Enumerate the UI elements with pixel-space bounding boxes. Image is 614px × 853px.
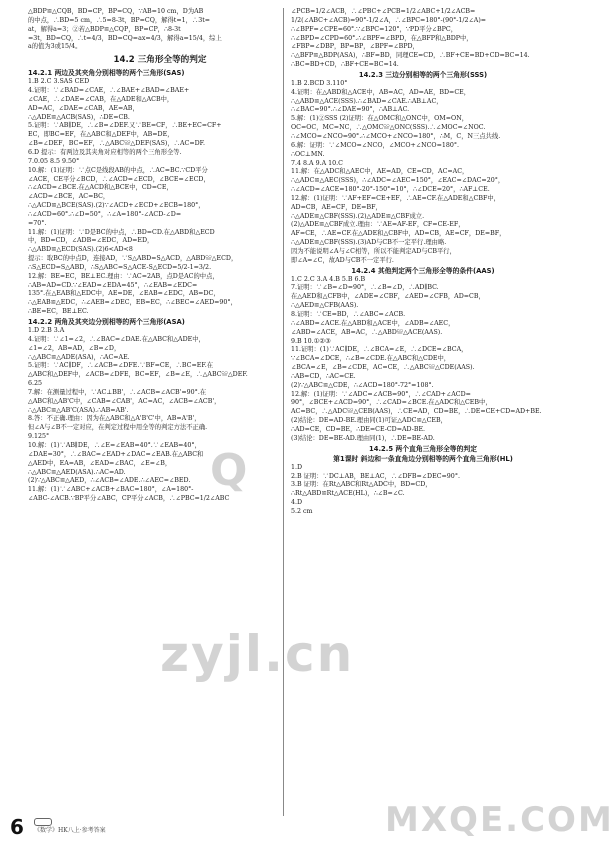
answer-line: at，解得a=3；②若△BDP≌△CQP，BP=CP，∴8-3t (28, 25, 181, 33)
answer-line: 12.解：(1)证明：∵∠ADC=∠ACB=90°，∴∠CAD+∠ACD= (291, 390, 471, 398)
page-number: 6 (10, 815, 24, 839)
answer-line: 1.B 2.C 3.SAS CED (28, 78, 90, 86)
answer-line: ∠B=∠DEF，BC=EF，∴△ABC≌△DEF(SAS)，∴AC=DF. (28, 140, 206, 148)
subsection-heading: 14.2.3 三边分别相等的两个三角形(SSS) (358, 70, 488, 79)
answer-line: 4.证明：∵∠BAD=∠CAE，∴∠BAE+∠BAD=∠BAE+ (28, 87, 190, 95)
answer-line: ∠DAE=30°，∴∠BAC=∠EAD+∠DAC=∠EAB.在△ABC和 (28, 450, 204, 458)
answer-line: ∴△EAB≌△EDC，∴∠AEB=∠DEC，EB=EC，∴∠BEC=∠AED=90°， (28, 299, 237, 307)
answer-line: OC=OC，MC=NC，∴△OMC≌△ONC(SSS).∴∠MOC=∠NOC. (291, 124, 486, 132)
answer-line: △ABC和△AB'C中，∠CAB=∠CAB'，AC=AC，∠ACB=∠ACB'， (28, 397, 221, 405)
section-heading: 14.2 三角形全等的判定 (113, 55, 207, 66)
answer-line: 135°.在△EAB和△EDC中，AE=DE，∠EAB=∠EDC，AB=DC， (28, 290, 220, 298)
answer-line: ∠CAE，∴∠DAE=∠CAB，在△ADE和△ACB中， (28, 95, 174, 103)
answer-line: ∴Rt△ABD≌Rt△ACE(HL)，∴∠B=∠C. (291, 490, 405, 498)
right-column (291, 8, 555, 517)
answer-line: ∴∠BPF=∠CPE=60°.∵∠BPC=120°，∵PD平分∠BPC， (291, 25, 458, 33)
answer-line: 4.D (291, 499, 303, 507)
answer-line: ∴△ABD≌△ECD(SAS).(2)6<AD<8 (28, 246, 133, 254)
answer-line: △ABC和△DEF中，∠ACB=∠DFE，BC=EF，∠B=∠E，∴△ABC≌△DEF. (28, 371, 248, 379)
answer-line: (2)∵△ABC≌△AED，∴∠ACB=∠ADE.∴∠AEC=∠BED. (28, 477, 191, 485)
answer-line: a的值为3或15/4。 (28, 43, 82, 51)
answer-line: ∠ACD=∠BCE，AC=BC， (28, 193, 110, 201)
answer-line: 4.证明：在△ABD和△ACE中，AB=AC，AD=AE，BD=CE， (291, 88, 471, 96)
answer-line: 3.B 证明：在Rt△ABC和Rt△ADC中，BD=CD， (291, 481, 432, 489)
answer-line: 10.解：(1)∵AB∥DE，∴∠E=∠EAB=40°.∵∠EAB=40°， (28, 441, 201, 449)
answer-line: 12.解：(1)证明：∵AF+EF=CE+EF，∴AE=CF.在△ADE和△CBF中， (291, 194, 500, 202)
answer-line: ∴△AED≌△CFB(AAS). (291, 302, 359, 310)
answer-line: 12.解：BE=EC，BE⊥EC.理由：∵AC=2AB，点D是AC的中点， (28, 272, 219, 280)
watermark-lower: zyjl.cn (160, 625, 355, 683)
answer-line: 1/2(∠ABC+∠ACB)=90°-1/2∠A，∴∠BPC=180°-(90°-1/2∠A)= (291, 16, 487, 24)
answer-line: =70°. (28, 219, 47, 227)
answer-line: 5.2 cm (291, 507, 313, 515)
answer-line: 5.证明：∵AC∥DF，∴∠ACB=∠DFE.∵BF=CE，∴BC=EF.在 (28, 362, 214, 370)
answer-line: (2)∵△ABC≌△CDE，∴∠ACD=180°-72°=108°. (291, 381, 434, 389)
answer-line: ∴△ADE≌△ACB(SAS)，∴DE=CB. (28, 113, 130, 121)
answer-line: ∴OC⊥MN. (291, 150, 325, 158)
subsection-heading: 14.2.4 其他判定两个三角形全等的条件(AAS) (351, 266, 495, 275)
answer-line: 7.解：在测量过程中，∵AC⊥BB'，∴∠ACB=∠ACB'=90°.在 (28, 388, 207, 396)
left-column (28, 8, 292, 504)
answer-line: 6.解：证明：∵∠MCO=∠NCO，∠MCO+∠NCO=180°. (291, 141, 460, 149)
answer-line: 因为不能说明∠A与∠C相等，所以不能判定AD与CB平行， (291, 247, 456, 255)
answer-line: 1.B 2.BCD 3.110° (291, 79, 348, 87)
answer-line: 11.解：(1)证明：∵D是BC的中点，∴BD=CD.在△ABD和△ECD (28, 228, 215, 236)
answer-line: 但∠A与∠B不一定对应，在判定过程中用全等的判定方法不正确. (28, 424, 208, 432)
answer-line: ∴S△ECD=S△ABD，∴S△ABC=S△ACE-S△ECD=5/2-1=3/2. (28, 263, 212, 271)
answer-line: 8.证明：∵CE=BD，∴∠ABC=∠ACB. (291, 311, 406, 318)
answer-line: 6.25 (28, 380, 43, 388)
answer-line: ∴∠ACD=∠BCE.在△ACD和△BCE中，CD=CE， (28, 184, 173, 192)
answer-line: ∴BC=BD+CD，∴BF+CE=BC=14. (291, 61, 399, 69)
answer-line: 提示：取BC的中点D，连接AD，∵S△ABD=S△ACD，△ABD≌△ECD， (28, 255, 238, 263)
answer-line: 1.D (291, 463, 303, 471)
answer-line: ∴∠BPD=∠CPD=60°.∴∠BPF=∠BPD，在△BFP和△BDP中， (291, 34, 473, 42)
answer-line: 7.0.05 8.5 9.50° (28, 157, 80, 165)
answer-line: 即∠A=∠C，故AD与CB不一定平行. (291, 256, 394, 264)
answer-line: 7.4 8.A 9.A 10.C (291, 159, 343, 167)
answer-line: ∠FBP=∠DBP，BP=BP，∠BPF=∠BPD， (291, 43, 419, 51)
answer-line: ∠BCA=∠E，∠B=∠CDE，AC=CE，∴△ABC≌△CDE(AAS). (291, 364, 475, 372)
answer-line: AC=BC，∴△ADC≌△CEB(AAS)，∴CE=AD，CD=BE，∴DE=CE+CD=AD+BE. (291, 408, 542, 416)
answer-line: ∴∠ACD=∠ACE=180°-20°-150°=10°，∴∠DCE=20°，∴AF⊥CE. (291, 186, 490, 194)
answer-line: 在△AED和△CFB中，∠ADE=∠CBF，∠AED=∠CFB，AD=CB， (291, 293, 485, 301)
answer-line: ∴△ABC≌△ADE(ASA)，∴AC=AE. (28, 353, 130, 361)
book-label: 《数学》HK八上·参考答案 (34, 827, 106, 834)
answer-line: 2.B 证明：∵DC⊥AB，BE⊥AC，∴∠DFB=∠DEC=90°. (291, 472, 460, 480)
answer-line: ∴△ABD≌△ACE(SSS).∴∠BAD=∠CAE.∴AB⊥AC， (291, 97, 443, 105)
answer-line: ∴∠BAC=90°.∴∠DAE=90°，∴AB⊥AC. (291, 106, 410, 114)
answer-line: 8.答：不正确.理由：因为在△ABC和△A'B'C'中，AB=A'B'， (28, 415, 201, 423)
subsection-heading: 14.2.2 两角及其夹边分别相等的两个三角形(ASA) (28, 318, 185, 326)
answer-line: 5.解：(1)②SSS (2)证明：在△OMC和△ONC中，OM=ON， (291, 115, 468, 123)
watermark-mid: Q (210, 445, 250, 496)
answer-line: 10.解：(1)证明：∵点C是线段AB的中点，∴AC=BC.∵CD平分 (28, 166, 208, 174)
answer-line: ∴AB=CD，∴AC=CE. (291, 372, 356, 380)
answer-line: ∴△ABC≌△AB'C(ASA).∴AB=AB'. (28, 406, 129, 414)
answer-line: 中，BD=CD，∠ADB=∠EDC，AD=ED， (28, 237, 154, 245)
subsection-heading: 第1课时 斜边和一条直角边分别相等的两个直角三角形(HL) (333, 454, 513, 463)
answer-line: ∠ABD=∠ACE，AB=AC，∴△ABD≌△ACE(AAS). (291, 328, 443, 336)
answer-line: ∴△ABC≌△AED(ASA).∴AC=AD. (28, 468, 126, 476)
answer-line: ∴∠ABD=∠ACE.在△ABD和△ACE中，∠ADB=∠AEC， (291, 319, 455, 327)
answer-line: ∴△ADE≌△CBF(SSS).(2)△ADE≌△CBF成立. (291, 212, 425, 220)
answer-line: 90°，∠BCE+∠ACD=90°，∴∠CAD=∠BCE.在△ADC和△CEB中， (291, 399, 492, 407)
answer-line: =3t，BD=CQ，∴t=4/3，BD=CQ=ax=4/3，解得a=15/4，综上 (28, 34, 222, 42)
answer-line: ∴△BFP≌△BDP(ASA)，∴BF=BD，同理CE=CD，∴BF+CE=BD+CD=BC=14. (291, 52, 530, 60)
answer-line: 1.C 2.C 3.A 4.B 5.B 6.B (291, 275, 366, 283)
watermark-corner: MXQE.COM (385, 800, 614, 840)
answer-line: ∴AD=CE，CD=BE，∴DE=CE-CD=AD-BE. (291, 425, 426, 433)
answer-line: AD=AC，∠DAE=∠CAB，AE=AB， (28, 104, 139, 112)
answer-line: 11.解：在△ADC和△AEC中，AE=AD，CE=CD，AC=AC， (291, 168, 469, 176)
answer-line: 9.B 10.①②③ (291, 337, 331, 345)
answer-line: ∴AB=AD=CD.∵∠EAD=∠EDA=45°，∴∠EAB=∠EDC= (28, 281, 198, 289)
answer-line: (2)△ADE≌△CBF成立.理由：∵AE=AF-EF，CF=CE-EF， (291, 221, 465, 229)
answer-line: ∠1=∠2，AB=AD，∠B=∠D， (28, 344, 121, 352)
answer-line: 的中点，∴BD=5 cm，∴5=8-3t，BP=CQ，解得t=1，∴3t= (28, 16, 211, 24)
answer-line: ∴∠MCO=∠NCO=90°.∴∠MCO+∠NCO=180°，∴M，C，N三点共线. (291, 132, 501, 140)
column-divider (283, 8, 284, 816)
answer-line: 4.证明：∵∠1=∠2，∴∠BAC=∠DAE.在△ABC和△ADE中， (28, 335, 205, 343)
answer-line: 1.D 2.B 3.A (28, 327, 65, 334)
answer-line: ∴∠ACD=60°.∴∠D=50°，∴∠A=180°-∠ACD-∠D= (28, 210, 182, 218)
answer-line: (2)结论：DE=AD-BE.理由同(1)可证△ADC≌△CEB， (291, 417, 447, 425)
answer-line: EC，即BC=EF，在△ABC和△DEF中，AB=DE， (28, 131, 174, 139)
answer-line: ∴△ADE≌△CBF(SSS).(3)AD与CB不一定平行.理由略. (291, 239, 447, 247)
answer-line: 11.证明：(1)∵AC∥DE，∴∠BCA=∠E，∴∠DCE=∠BCA， (291, 346, 468, 354)
answer-line: ∠ABC-∠ACB.∵BP平分∠ABC，CP平分∠ACB，∴∠PBC=1/2∠ABC (28, 495, 230, 503)
answer-line: ∴△ADC≌△AEC(SSS)，∴∠ADC=∠AEC=150°，∠EAC=∠DAC=20°， (291, 177, 505, 185)
answer-line: ∴BE=EC，BE⊥EC. (28, 308, 89, 316)
answer-line: ∠PCB=1/2∠ACB，∴∠PBC+∠PCB=1/2∠ABC+1/2∠ACB= (291, 8, 476, 15)
subsection-heading: 14.2.5 两个直角三角形全等的判定 (368, 444, 477, 453)
answer-line: △AED中，EA=AB，∠EAD=∠BAC，∠E=∠B， (28, 459, 172, 467)
answer-line: AF=CE，∴AE=CF.在△ADE和△CBF中，AD=CB，AE=CF，DE=BF， (291, 230, 506, 238)
answer-line: 7.证明：∵∠B=∠D=90°，∴∠B=∠D，∴AD∥BC. (291, 284, 439, 292)
answer-line: 5.证明：∵AB∥DE，∴∠B=∠DEF.又∵BE=CF，∴BE+EC=CF+ (28, 122, 222, 130)
answer-line: △BDP≌△CQB，BD=CP，BP=CQ，∵AB=10 cm，D为AB (28, 8, 204, 15)
subsection-heading: 14.2.1 两边及其夹角分别相等的两个三角形(SAS) (28, 69, 185, 78)
answer-line: AD=CB，AE=CF，DE=BF， (291, 203, 382, 211)
answer-line: ∵∠BCA=∠DCE，∴∠B=∠CDE.在△ABC和△CDE中， (291, 355, 451, 363)
answer-line: 9.125° (28, 433, 50, 441)
answer-line: ∠ACE，CE平分∠BCD，∴∠ACD=∠ECD，∠BCE=∠ECD， (28, 175, 210, 183)
answer-line: 11.解：(1)∵∠ABC+∠ACB+∠BAC=180°，∠A=180°- (28, 486, 194, 494)
answer-line: ∴△ACD≌△BCE(SAS).(2)∵∠ACD+∠ECD+∠ECB=180°， (28, 202, 205, 210)
answer-line: 6.D 提示：有两边及其夹角对应相等的两个三角形全等. (28, 148, 182, 156)
answer-line: (3)结论：DE=BE-AD.理由同(1)，∴DE=BE-AD. (291, 434, 435, 442)
